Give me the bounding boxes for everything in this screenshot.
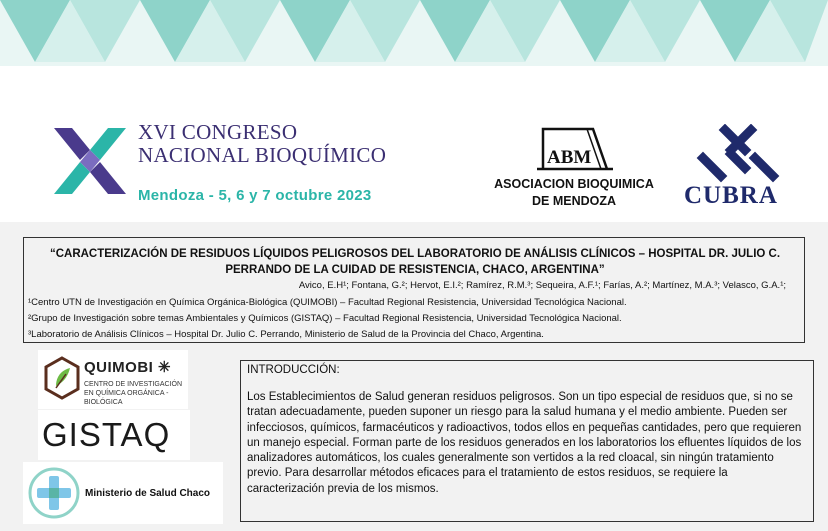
abm-mark-text: ABM (547, 147, 592, 168)
introduction-body: Los Establecimientos de Salud generan residuos peligrosos. Son un tipo especial de residuos que, si no se tratan adecuadamente, pueden suponer un riesgo para la salud humana y el medio ambiente. Pueden ser infecciosos, químicos, farmacéuticos y radioactivos, todos ellos en pequeñas cantidades, pero que requieren un manejo especial. Forman parte de los residuos generados en los laboratorios los efluentes líquidos de los analizadores automáticos, los cuales generalmente son vertidos a la red cloacal, sin ningún tratamiento previo. Para desarrollar métodos eficaces para el tratamiento de estos residuos, se requiere la caracterización previa de los mismos. (247, 391, 802, 495)
gistaq-logo (38, 410, 190, 460)
affiliation-1: ¹Centro UTN de Investigación en Química Orgánica-Biológica (QUIMOBI) – Facultad Regional Resistencia, Universidad Tecnológica Nacional. (28, 297, 627, 308)
ministerio-name: Ministerio de Salud Chaco (85, 488, 211, 499)
triangle-pattern (0, 0, 828, 66)
paper-header-box (23, 237, 805, 343)
paper-title: “CARACTERIZACIÓN DE RESIDUOS LÍQUIDOS PELIGROSOS DEL LABORATORIO DE ANÁLISIS CLÍNICOS – HOSPITAL DR. JULIO C. PERRANDO DE LA CUIDAD DE RESISTENCIA, CHACO, ARGENTINA” (49, 248, 781, 276)
congress-title-line1: XVI CONGRESO (138, 120, 298, 144)
quimobi-logo (38, 350, 188, 409)
abm-name-line1: ASOCIACION BIOQUIMICA (494, 177, 654, 191)
congress-title (138, 121, 386, 167)
congress-subtitle: Mendoza - 5, 6 y 7 octubre 2023 (138, 187, 372, 204)
health-cross-icon (27, 466, 81, 520)
abm-logo-icon (535, 125, 615, 171)
ministerio-salud-logo (23, 462, 223, 524)
quimobi-name: QUIMOBI ✳ (84, 359, 172, 376)
cubra-name: CUBRA (684, 182, 778, 209)
paper-authors: Avico, E.H¹; Fontana, G.²; Hervot, E.I.²; Ramírez, R.M.³; Sequeira, A.F.¹; Farías, A.²; Martínez, M.A.³; Velasco, G.A.¹; (298, 280, 786, 291)
abm-name (484, 176, 664, 210)
affiliation-3: ³Laboratorio de Análisis Clínicos – Hospital Dr. Julio C. Perrando, Ministerio de Salud de la Provincia del Chaco, Argentina. (28, 329, 544, 340)
congress-banner (0, 0, 828, 222)
congress-title-line2: NACIONAL BIOQUÍMICO (138, 143, 387, 167)
gistaq-name: GISTAQ (42, 416, 171, 453)
quimobi-hexagon-icon (44, 356, 80, 400)
quimobi-subtitle: CENTRO DE INVESTIGACIÓN EN QUÍMICA ORGÁNICA - BIOLÓGICA (84, 381, 183, 406)
introduction-section (240, 360, 814, 522)
introduction-heading: INTRODUCCIÓN: (247, 364, 340, 376)
congress-x-logo-icon (50, 120, 130, 200)
cubra-logo-icon (695, 124, 781, 186)
abm-name-line2: DE MENDOZA (531, 194, 617, 208)
affiliation-2: ²Grupo de Investigación sobre temas Ambientales y Químicos (GISTAQ) – Facultad Regional Resistencia, Universidad Tecnológica Nacional. (28, 313, 622, 324)
